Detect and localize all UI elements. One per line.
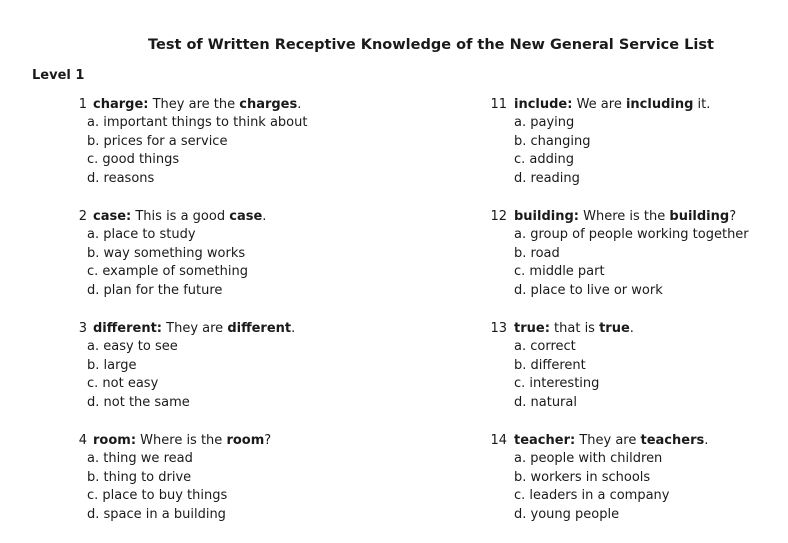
option-b: b. different xyxy=(514,357,586,373)
sentence-pre: They are xyxy=(575,433,641,448)
options-list xyxy=(87,226,446,301)
question-number: 12 xyxy=(490,209,507,224)
option-a: a. important things to think about xyxy=(87,115,308,130)
sentence-pre: Where is the xyxy=(136,433,227,448)
options-list xyxy=(514,338,786,413)
option-c: c. example of something xyxy=(87,264,248,280)
question-stem xyxy=(66,207,446,226)
sentence-pre: Where is the xyxy=(579,209,670,224)
sentence-post: . xyxy=(704,433,709,448)
option-b: b. workers in schools xyxy=(514,469,651,485)
level-heading: Level 1 xyxy=(32,68,85,83)
question-number: 13 xyxy=(490,321,507,336)
option-b: b. large xyxy=(87,357,137,373)
option-a: a. easy to see xyxy=(87,339,178,354)
sentence-post: it. xyxy=(693,97,711,112)
sentence-bold-word: different xyxy=(227,321,292,336)
sentence-bold-word: room xyxy=(226,433,265,448)
option-a: a. place to study xyxy=(87,227,196,242)
sentence-bold-word: charges xyxy=(239,97,298,112)
question-number: 1 xyxy=(78,97,87,112)
sentence-pre: that is xyxy=(549,321,600,336)
question-stem xyxy=(66,319,446,338)
target-word: teacher: xyxy=(514,433,576,448)
question-text xyxy=(507,207,736,226)
sentence-post: ? xyxy=(264,433,272,448)
question-stem xyxy=(486,319,786,338)
sentence-bold-word: teachers xyxy=(640,433,705,448)
sentence-bold-word: including xyxy=(625,97,694,112)
option-b: b. thing to drive xyxy=(87,469,192,485)
target-word: building: xyxy=(514,209,579,224)
options-list xyxy=(514,114,786,189)
options-list xyxy=(87,114,446,189)
sentence-pre: This is a good xyxy=(131,209,230,224)
option-d: d. reading xyxy=(514,171,580,187)
question-13 xyxy=(486,319,786,431)
question-text xyxy=(87,207,266,226)
option-a: a. paying xyxy=(514,115,575,130)
option-d: d. young people xyxy=(514,507,620,523)
option-c: c. place to buy things xyxy=(87,488,228,504)
question-stem xyxy=(66,431,446,450)
options-list xyxy=(514,226,786,301)
option-d: d. space in a building xyxy=(87,507,226,523)
question-text xyxy=(87,431,271,450)
sentence-post: . xyxy=(297,97,302,112)
question-text xyxy=(507,95,710,114)
question-stem xyxy=(486,207,786,226)
question-2 xyxy=(66,207,446,319)
sentence-post: . xyxy=(629,321,634,336)
question-14 xyxy=(486,431,786,543)
question-text xyxy=(87,319,295,338)
option-d: d. plan for the future xyxy=(87,283,223,299)
options-list xyxy=(514,450,786,525)
right-column xyxy=(486,95,786,543)
question-stem xyxy=(486,431,786,450)
question-text xyxy=(87,95,301,114)
option-c: c. not easy xyxy=(87,376,159,392)
option-a: a. people with children xyxy=(514,451,663,466)
target-word: include: xyxy=(514,97,573,112)
question-number: 3 xyxy=(78,321,87,336)
option-c: c. good things xyxy=(87,152,180,168)
sentence-pre: We are xyxy=(572,97,626,112)
target-word: charge: xyxy=(93,97,149,112)
question-stem xyxy=(486,95,786,114)
question-3 xyxy=(66,319,446,431)
option-c: c. adding xyxy=(514,152,574,168)
sentence-post: . xyxy=(291,321,296,336)
question-number: 2 xyxy=(78,209,87,224)
option-d: d. place to live or work xyxy=(514,283,663,299)
sentence-post: ? xyxy=(729,209,737,224)
sentence-bold-word: case xyxy=(229,209,263,224)
option-a: a. thing we read xyxy=(87,451,193,466)
option-c: c. middle part xyxy=(514,264,605,280)
sentence-bold-word: building xyxy=(669,209,730,224)
option-a: a. correct xyxy=(514,339,576,354)
question-number: 4 xyxy=(78,433,87,448)
question-number: 14 xyxy=(490,433,507,448)
page-title: Test of Written Receptive Knowledge of the New General Service List xyxy=(148,37,714,53)
option-b: b. prices for a service xyxy=(87,133,228,149)
option-a: a. group of people working together xyxy=(514,227,749,242)
option-b: b. way something works xyxy=(87,245,246,261)
options-list xyxy=(87,450,446,525)
target-word: case: xyxy=(93,209,132,224)
target-word: true: xyxy=(514,321,550,336)
option-c: c. interesting xyxy=(514,376,600,392)
question-text xyxy=(507,319,634,338)
option-d: d. natural xyxy=(514,395,577,411)
question-1 xyxy=(66,95,446,207)
question-text xyxy=(507,431,708,450)
left-column xyxy=(66,95,446,543)
question-stem xyxy=(66,95,446,114)
question-number: 11 xyxy=(490,97,507,112)
question-4 xyxy=(66,431,446,543)
option-d: d. not the same xyxy=(87,395,190,411)
option-b: b. road xyxy=(514,245,560,261)
option-b: b. changing xyxy=(514,133,591,149)
sentence-pre: They are xyxy=(162,321,228,336)
question-12 xyxy=(486,207,786,319)
sentence-bold-word: true xyxy=(599,321,630,336)
question-11 xyxy=(486,95,786,207)
sentence-pre: They are the xyxy=(148,97,240,112)
option-d: d. reasons xyxy=(87,171,155,187)
sentence-post: . xyxy=(262,209,267,224)
target-word: different: xyxy=(93,321,163,336)
option-c: c. leaders in a company xyxy=(514,488,670,504)
target-word: room: xyxy=(93,433,137,448)
options-list xyxy=(87,338,446,413)
